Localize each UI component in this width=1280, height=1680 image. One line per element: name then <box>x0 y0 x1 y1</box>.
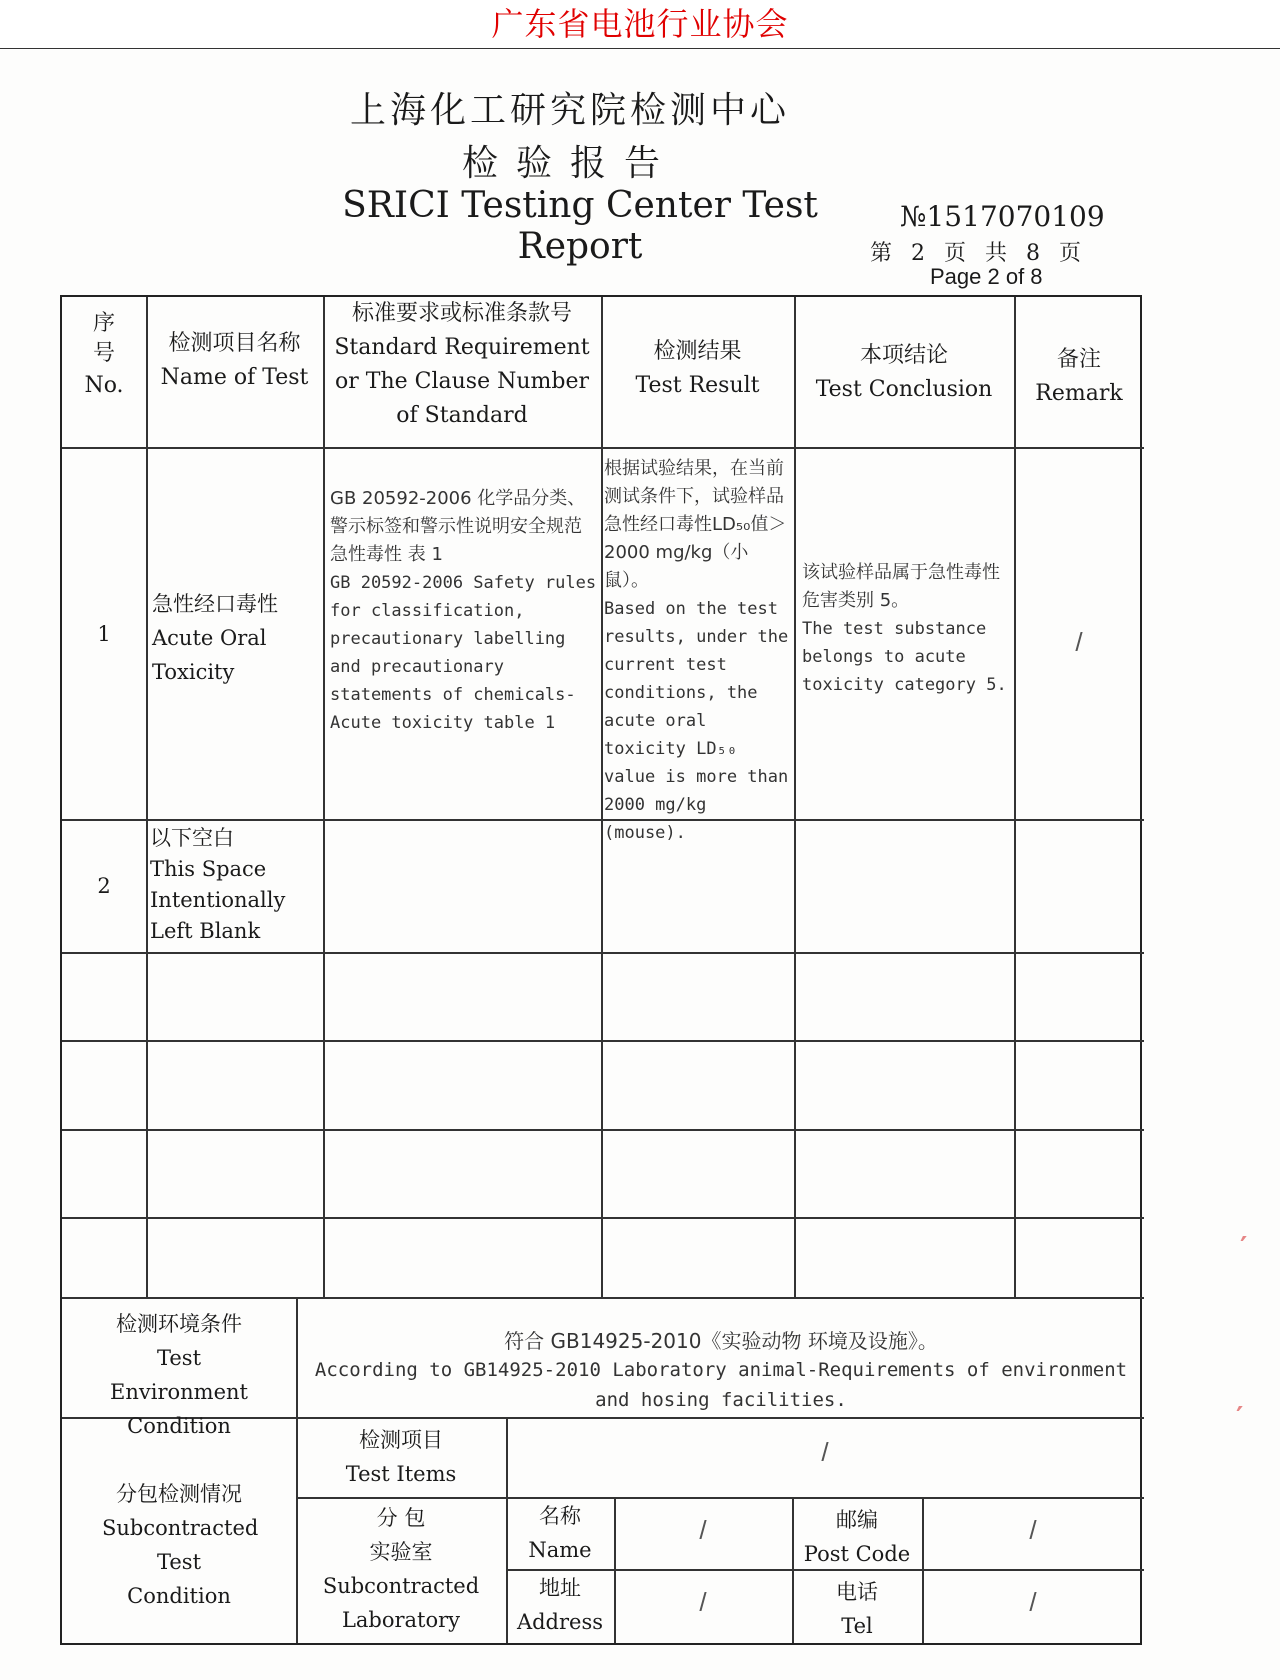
col-header-no-en: No. <box>84 373 124 398</box>
subcontract-post-label <box>792 1503 922 1571</box>
row-1-result-cn: 根据试验结果，在当前测试条件下，试验样品急性经口毒性LD₅₀值＞2000 mg/kg（小鼠）。 <box>604 458 787 591</box>
doc-title-en: SRICI Testing Center Test Report <box>342 185 818 267</box>
row-2-no: 2 <box>97 874 111 898</box>
subcontract-address-cn: 地址 <box>539 1576 581 1600</box>
seal-fragment: ′ <box>1240 1230 1248 1263</box>
page-indicator-en: Page 2 of 8 <box>930 264 1043 289</box>
subcontract-lab-en: Subcontracted Laboratory <box>322 1574 480 1632</box>
doc-title-cn: 检验报告 <box>461 143 678 184</box>
col-header-remark-cn: 备注 <box>1056 347 1101 372</box>
environment-label-cn: 检测环境条件 <box>116 1312 242 1336</box>
page-indicator-cn: 第 2 页 共 8 页 <box>870 241 1087 266</box>
grid-line <box>62 1217 1144 1219</box>
row-1-standard-cn: GB 20592-2006 化学品分类、警示标签和警示性说明安全规范 急性毒性 表 1 <box>330 488 586 565</box>
subcontract-items-en: Test Items <box>345 1462 457 1486</box>
col-header-standard-en: Standard Requirement or The Clause Number of Standard <box>334 335 590 428</box>
subcontract-address-en: Address <box>516 1610 604 1634</box>
environment-value <box>298 1327 1144 1415</box>
subcontract-post-value: / <box>1029 1515 1037 1545</box>
col-header-standard <box>323 297 601 433</box>
col-header-name <box>146 327 323 395</box>
environment-value-en: According to GB14925-2010 Laboratory animal-Requirements of environment and hosing facilities. <box>314 1359 1128 1411</box>
subcontract-tel-value: / <box>1029 1587 1037 1617</box>
grid-line <box>62 447 1144 449</box>
grid-line <box>296 1497 1144 1499</box>
subcontract-label-cn: 分包检测情况 <box>116 1482 242 1506</box>
org-title-cn: 上海化工研究院检测中心 <box>349 90 790 131</box>
subcontract-tel-en: Tel <box>841 1614 873 1638</box>
subcontract-post-en: Post Code <box>803 1542 911 1566</box>
environment-label-en: Test Environment Condition <box>110 1346 248 1438</box>
row-1-name <box>152 587 317 689</box>
row-1-name-cn: 急性经口毒性 <box>152 592 278 616</box>
col-header-standard-cn: 标准要求或标准条款号 <box>351 301 572 326</box>
row-2-name-cn: 以下空白 <box>150 826 234 850</box>
col-header-conclusion <box>794 339 1014 407</box>
col-header-remark-en: Remark <box>1035 381 1123 406</box>
subcontract-lab-label <box>296 1501 506 1637</box>
row-1-name-en: Acute Oral Toxicity <box>152 626 267 684</box>
row-2-name-en: This Space Intentionally Left Blank <box>150 857 286 943</box>
environment-value-cn: 符合 GB14925-2010《实验动物 环境及设施》。 <box>504 1329 938 1353</box>
subcontract-label-en: Subcontracted Test Condition <box>102 1516 259 1608</box>
report-number: №1517070109 <box>900 200 1105 233</box>
seal-fragment: ′ <box>1236 1400 1244 1433</box>
row-1-standard <box>330 485 598 737</box>
subcontract-address-value: / <box>699 1587 707 1617</box>
subcontract-lab-cn: 分 包 实验室 <box>369 1506 433 1564</box>
subcontract-address-label <box>506 1571 614 1639</box>
grid-line <box>62 819 1144 821</box>
col-header-name-en: Name of Test <box>160 365 309 390</box>
subcontract-name-en: Name <box>528 1538 592 1562</box>
subcontract-label <box>62 1477 296 1613</box>
row-1-conclusion <box>802 559 1012 699</box>
subcontract-name-label <box>506 1499 614 1567</box>
col-header-conclusion-en: Test Conclusion <box>815 377 993 402</box>
subcontract-name-cn: 名称 <box>539 1504 581 1528</box>
col-header-result-en: Test Result <box>635 373 760 398</box>
association-banner <box>0 0 1280 49</box>
col-header-result <box>601 335 794 403</box>
grid-line <box>62 1129 1144 1131</box>
row-1-conclusion-en: The test substance belongs to acute toxicity category 5. <box>802 619 1007 695</box>
banner-title: 广东省电池行业协会 <box>491 5 789 43</box>
col-header-no <box>62 309 146 403</box>
row-1-conclusion-cn: 该试验样品属于急性毒性危害类别 5。 <box>802 562 1000 611</box>
subcontract-post-cn: 邮编 <box>836 1508 878 1532</box>
row-1-result-en: Based on the test results, under the current test conditions, the acute oral toxicity LD₅₀ value is more than 2000 mg/kg (mouse). <box>604 599 789 843</box>
row-1-result <box>604 455 792 847</box>
subcontract-name-value: / <box>699 1515 707 1545</box>
row-1-standard-en: GB 20592-2006 Safety rules for classification, precautionary labelling and precautionary statements of chemicals-Acute toxicity table 1 <box>330 573 597 733</box>
environment-label <box>62 1307 296 1443</box>
subcontract-tel-cn: 电话 <box>836 1580 878 1604</box>
col-header-result-cn: 检测结果 <box>653 339 742 364</box>
subcontract-items-label <box>296 1423 506 1491</box>
col-header-no-cn: 序号 <box>92 311 115 366</box>
subcontract-items-cn: 检测项目 <box>359 1428 443 1452</box>
row-2-name <box>150 823 320 947</box>
row-1-no: 1 <box>97 622 111 646</box>
grid-line <box>62 1297 1144 1299</box>
test-report-table <box>60 295 1142 1645</box>
grid-line <box>62 1040 1144 1042</box>
col-header-name-cn: 检测项目名称 <box>168 331 301 356</box>
row-1-remark: / <box>1075 627 1083 657</box>
col-header-conclusion-cn: 本项结论 <box>859 343 948 368</box>
subcontract-tel-label <box>792 1575 922 1643</box>
col-header-remark <box>1014 343 1144 411</box>
subcontract-items-value: / <box>821 1437 829 1467</box>
grid-line <box>62 952 1144 954</box>
